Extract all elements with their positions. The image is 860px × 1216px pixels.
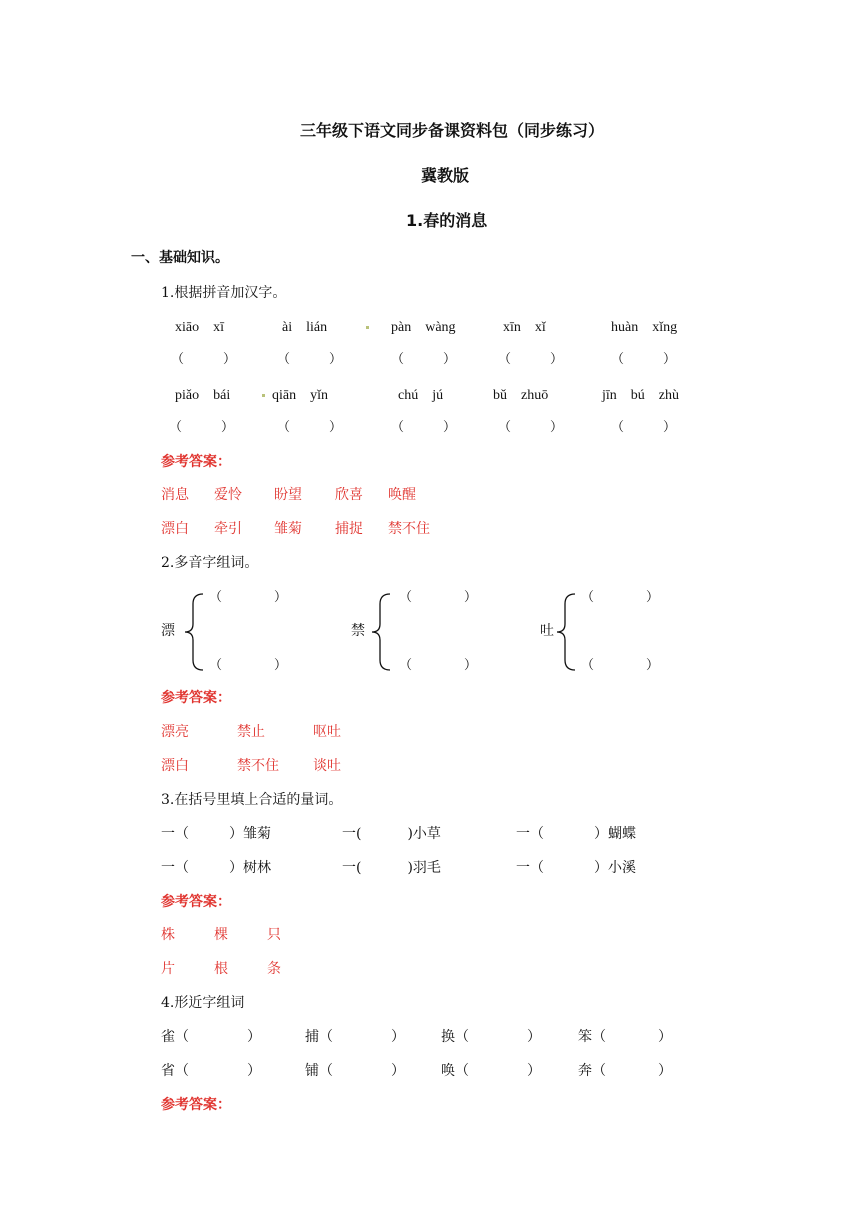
answer-word: 谈吐 [313, 758, 341, 774]
similar-char-item[interactable]: 省（ ） [161, 1063, 261, 1079]
measure-word-item[interactable]: 一( )小草 [342, 826, 441, 842]
edition-label: 冀教版 [421, 166, 470, 185]
answer-blank[interactable]: （ ） [399, 658, 478, 673]
pinyin-item: bǔ zhuō [493, 388, 549, 403]
question-3-prompt: 3.在括号里填上合适的量词。 [161, 792, 343, 808]
similar-char-item[interactable]: 唤（ ） [441, 1063, 541, 1079]
measure-word-item[interactable]: 一（ ）树林 [161, 860, 271, 876]
brace-icon [370, 592, 392, 672]
answer-blank[interactable]: （ ） [171, 352, 237, 367]
question-2-prompt: 2.多音字组词。 [161, 555, 259, 571]
answer-word: 株 [161, 927, 175, 943]
lesson-title: 1.春的消息 [406, 211, 488, 230]
similar-char-item[interactable]: 铺（ ） [305, 1063, 405, 1079]
pinyin-item: chú jú [398, 388, 444, 403]
answer-word: 禁不住 [237, 758, 279, 774]
section-heading-basic: 一、基础知识。 [131, 250, 229, 266]
polyphone-char: 禁 [351, 623, 365, 639]
answer-blank[interactable]: （ ） [581, 658, 660, 673]
answer-label: 参考答案： [161, 454, 231, 470]
answer-blank[interactable]: （ ） [611, 420, 677, 435]
pinyin-item: jīn bú zhù [602, 388, 679, 403]
answer-label: 参考答案： [161, 1097, 231, 1113]
answer-word: 禁不住 [388, 521, 430, 537]
answer-word: 漂白 [161, 521, 189, 537]
similar-char-item[interactable]: 捕（ ） [305, 1029, 405, 1045]
answer-word: 条 [267, 961, 281, 977]
answer-word: 唤醒 [388, 487, 416, 503]
question-1-prompt: 1.根据拼音加汉字。 [161, 285, 287, 301]
marker-dot [262, 394, 265, 397]
marker-dot [366, 326, 369, 329]
answer-word: 爱怜 [214, 487, 242, 503]
answer-word: 禁止 [237, 724, 265, 740]
pinyin-item: pàn wàng [391, 320, 456, 335]
answer-blank[interactable]: （ ） [399, 590, 478, 605]
question-4-prompt: 4.形近字组词 [161, 995, 245, 1011]
answer-blank[interactable]: （ ） [277, 352, 343, 367]
measure-word-item[interactable]: 一（ ）小溪 [516, 860, 636, 876]
answer-label: 参考答案： [161, 690, 231, 706]
pinyin-item: xīn xǐ [503, 320, 546, 335]
answer-blank[interactable]: （ ） [169, 420, 235, 435]
answer-blank[interactable]: （ ） [391, 352, 457, 367]
answer-word: 盼望 [274, 487, 302, 503]
answer-blank[interactable]: （ ） [498, 420, 564, 435]
measure-word-item[interactable]: 一（ ）雏菊 [161, 826, 271, 842]
answer-label: 参考答案： [161, 894, 231, 910]
similar-char-item[interactable]: 雀（ ） [161, 1029, 261, 1045]
answer-word: 呕吐 [313, 724, 341, 740]
answer-word: 欣喜 [335, 487, 363, 503]
similar-char-item[interactable]: 笨（ ） [578, 1029, 672, 1045]
answer-blank[interactable]: （ ） [611, 352, 677, 367]
answer-word: 片 [161, 961, 175, 977]
answer-word: 棵 [214, 927, 228, 943]
brace-icon [183, 592, 205, 672]
answer-blank[interactable]: （ ） [581, 590, 660, 605]
measure-word-item[interactable]: 一( )羽毛 [342, 860, 441, 876]
similar-char-item[interactable]: 换（ ） [441, 1029, 541, 1045]
answer-word: 漂白 [161, 758, 189, 774]
answer-blank[interactable]: （ ） [498, 352, 564, 367]
answer-word: 只 [267, 927, 281, 943]
answer-word: 根 [214, 961, 228, 977]
answer-blank[interactable]: （ ） [209, 590, 288, 605]
answer-word: 漂亮 [161, 724, 189, 740]
polyphone-char: 吐 [540, 623, 554, 639]
brace-icon [555, 592, 577, 672]
pinyin-item: qiān yǐn [272, 388, 328, 403]
document-title: 三年级下语文同步备课资料包（同步练习） [300, 121, 605, 140]
answer-word: 捕捉 [335, 521, 363, 537]
answer-word: 雏菊 [274, 521, 302, 537]
answer-word: 消息 [161, 487, 189, 503]
pinyin-item: huàn xǐng [611, 320, 678, 335]
similar-char-item[interactable]: 奔（ ） [578, 1063, 672, 1079]
polyphone-char: 漂 [161, 623, 175, 639]
answer-word: 牵引 [214, 521, 242, 537]
pinyin-item: piǎo bái [175, 388, 231, 403]
pinyin-item: ài lián [282, 320, 328, 335]
measure-word-item[interactable]: 一（ ）蝴蝶 [516, 826, 636, 842]
pinyin-item: xiāo xī [175, 320, 224, 335]
answer-blank[interactable]: （ ） [209, 658, 288, 673]
answer-blank[interactable]: （ ） [277, 420, 343, 435]
answer-blank[interactable]: （ ） [391, 420, 457, 435]
